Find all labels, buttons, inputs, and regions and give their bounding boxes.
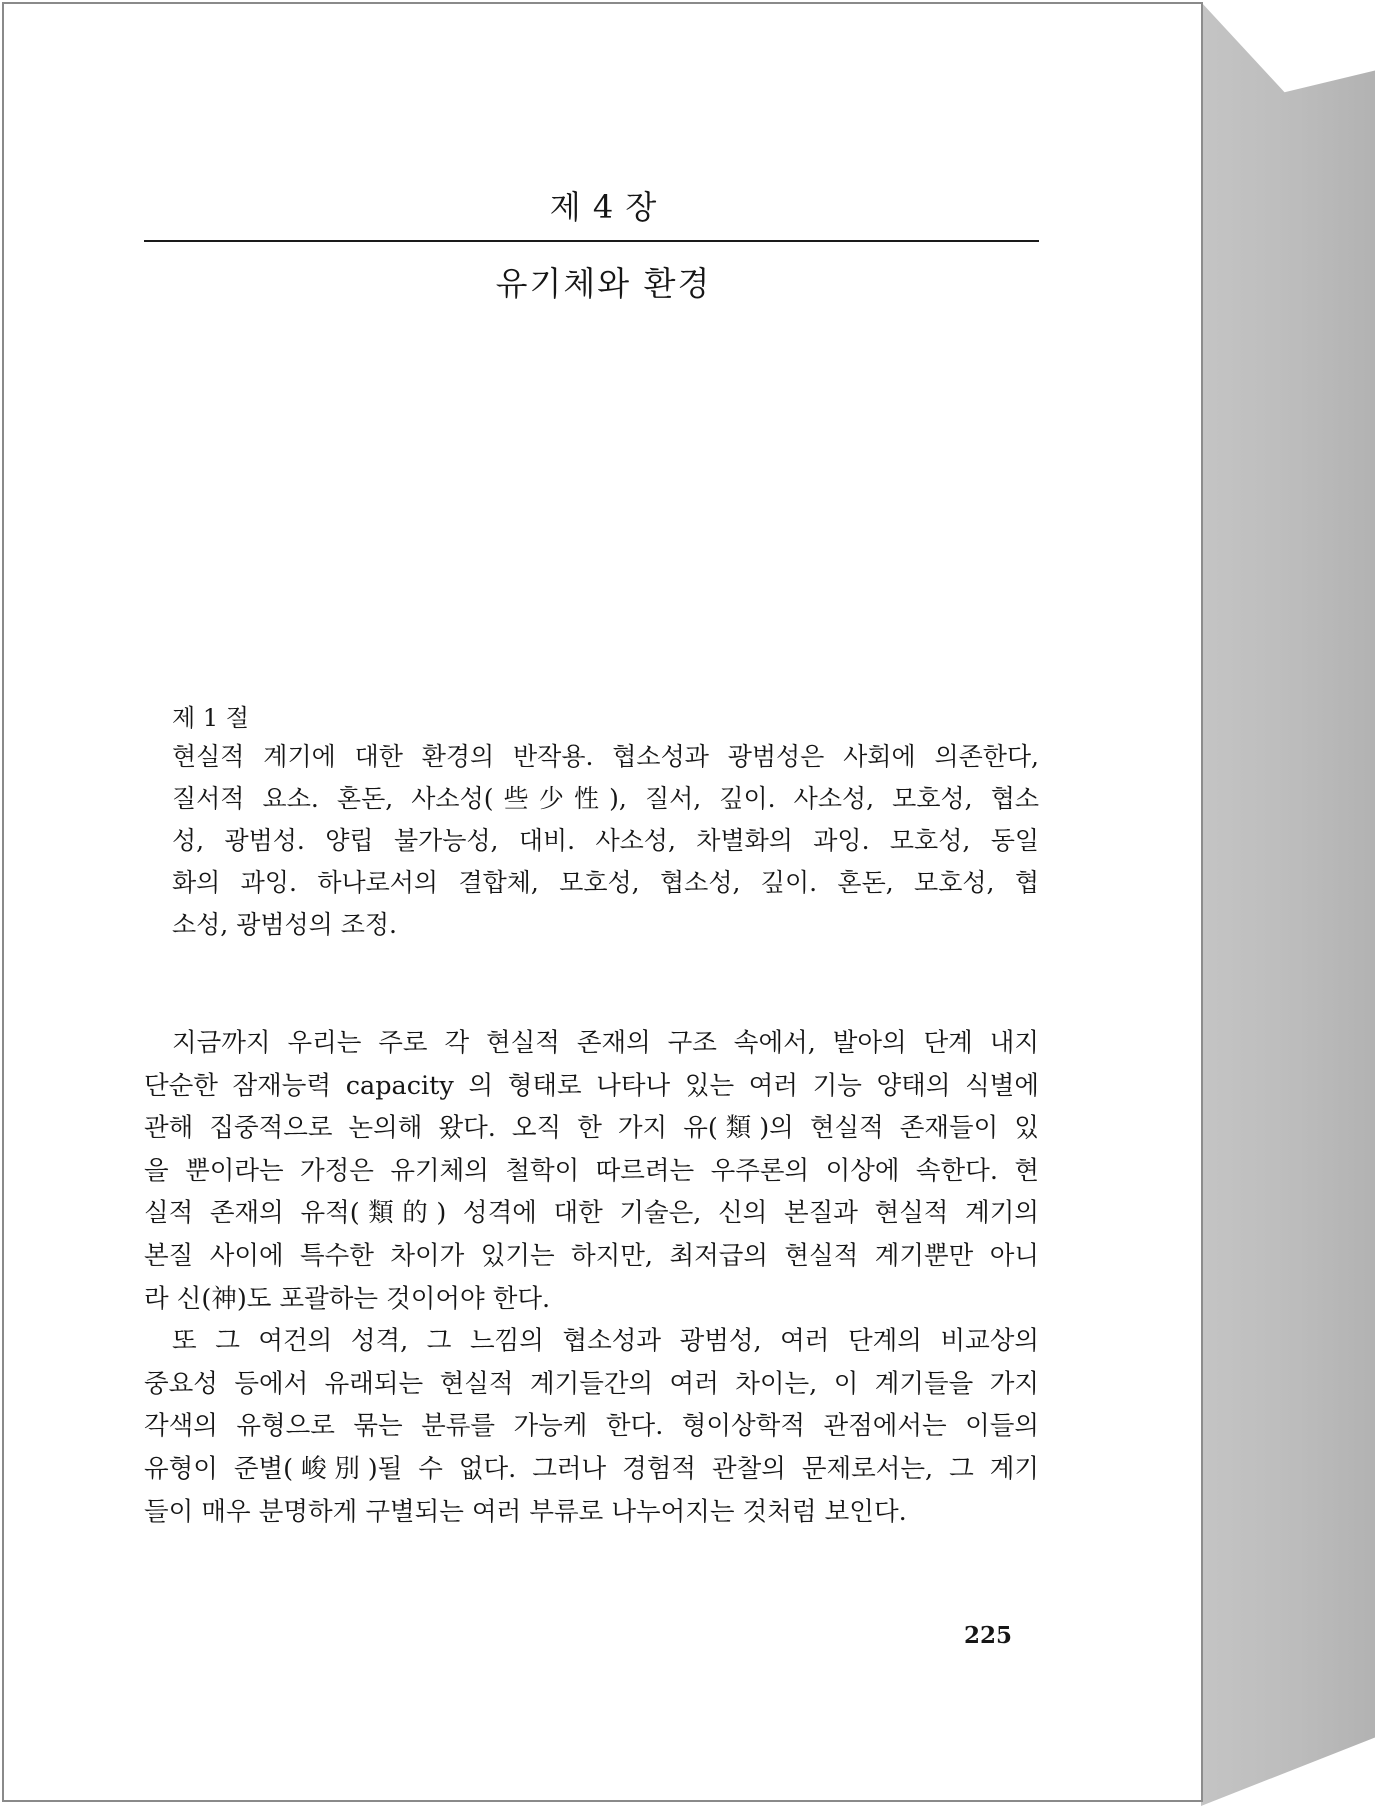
summary-line: 화의 과잉. 하나로서의 결합체, 모호성, 협소성, 깊이. 혼돈, 모호성, 협 (172, 868, 1039, 897)
summary-line: 성, 광범성. 양립 불가능성, 대비. 사소성, 차별화의 과잉. 모호성, 동일 (172, 826, 1039, 855)
paragraph-1-line: 실적 존재의 유적(類的) 성격에 대한 기술은, 신의 본질과 현실적 계기의 (144, 1198, 1039, 1229)
chapter-number: 제 4 장 (549, 188, 658, 226)
summary-line: 소성, 광범성의 조정. (172, 910, 397, 939)
paragraph-1-line: 을 뿐이라는 가정은 유기체의 철학이 따르려는 우주론의 이상에 속한다. 현 (144, 1155, 1039, 1186)
book-page (2, 2, 1201, 1802)
page-number: 225 (964, 1622, 1013, 1649)
paragraph-2-line: 또 그 여건의 성격, 그 느낌의 협소성과 광범성, 여러 단계의 비교상의 (172, 1326, 1039, 1357)
section-label: 제 1 절 (172, 704, 249, 732)
paragraph-2-line: 각색의 유형으로 묶는 분류를 가능케 한다. 형이상학적 관점에서는 이들의 (144, 1411, 1039, 1442)
paragraph-1-line: 라 신(神)도 포괄하는 것이어야 한다. (144, 1283, 551, 1314)
paragraph-1-line: 본질 사이에 특수한 차이가 있기는 하지만, 최저급의 현실적 계기뿐만 아니 (144, 1240, 1039, 1271)
paragraph-1-line: 단순한 잠재능력 capacity 의 형태로 나타나 있는 여러 기능 양태의 식별에 (144, 1070, 1039, 1101)
paragraph-1-line: 지금까지 우리는 주로 각 현실적 존재의 구조 속에서, 발아의 단계 내지 (172, 1028, 1039, 1058)
chapter-title: 유기체와 환경 (495, 264, 712, 303)
chapter-rule (144, 240, 1039, 242)
summary-line: 질서적 요소. 혼돈, 사소성(些少性), 질서, 깊이. 사소성, 모호성, 협소 (172, 784, 1039, 813)
page-stack-edge (1201, 2, 1375, 1806)
section-summary (172, 736, 1039, 946)
summary-line: 현실적 계기에 대한 환경의 반작용. 협소성과 광범성은 사회에 의존한다, (172, 742, 1039, 771)
body-text (144, 1022, 1039, 1533)
paragraph-2-line: 중요성 등에서 유래되는 현실적 계기들간의 여러 차이는, 이 계기들을 가지 (144, 1368, 1039, 1399)
paragraph-1-line: 관해 집중적으로 논의해 왔다. 오직 한 가지 유(類)의 현실적 존재들이 있 (144, 1113, 1039, 1144)
paragraph-2-line: 들이 매우 분명하게 구별되는 여러 부류로 나누어지는 것처럼 보인다. (144, 1496, 907, 1527)
paragraph-2-line: 유형이 준별(峻別)될 수 없다. 그러나 경험적 관찰의 문제로서는, 그 계기 (144, 1453, 1039, 1484)
